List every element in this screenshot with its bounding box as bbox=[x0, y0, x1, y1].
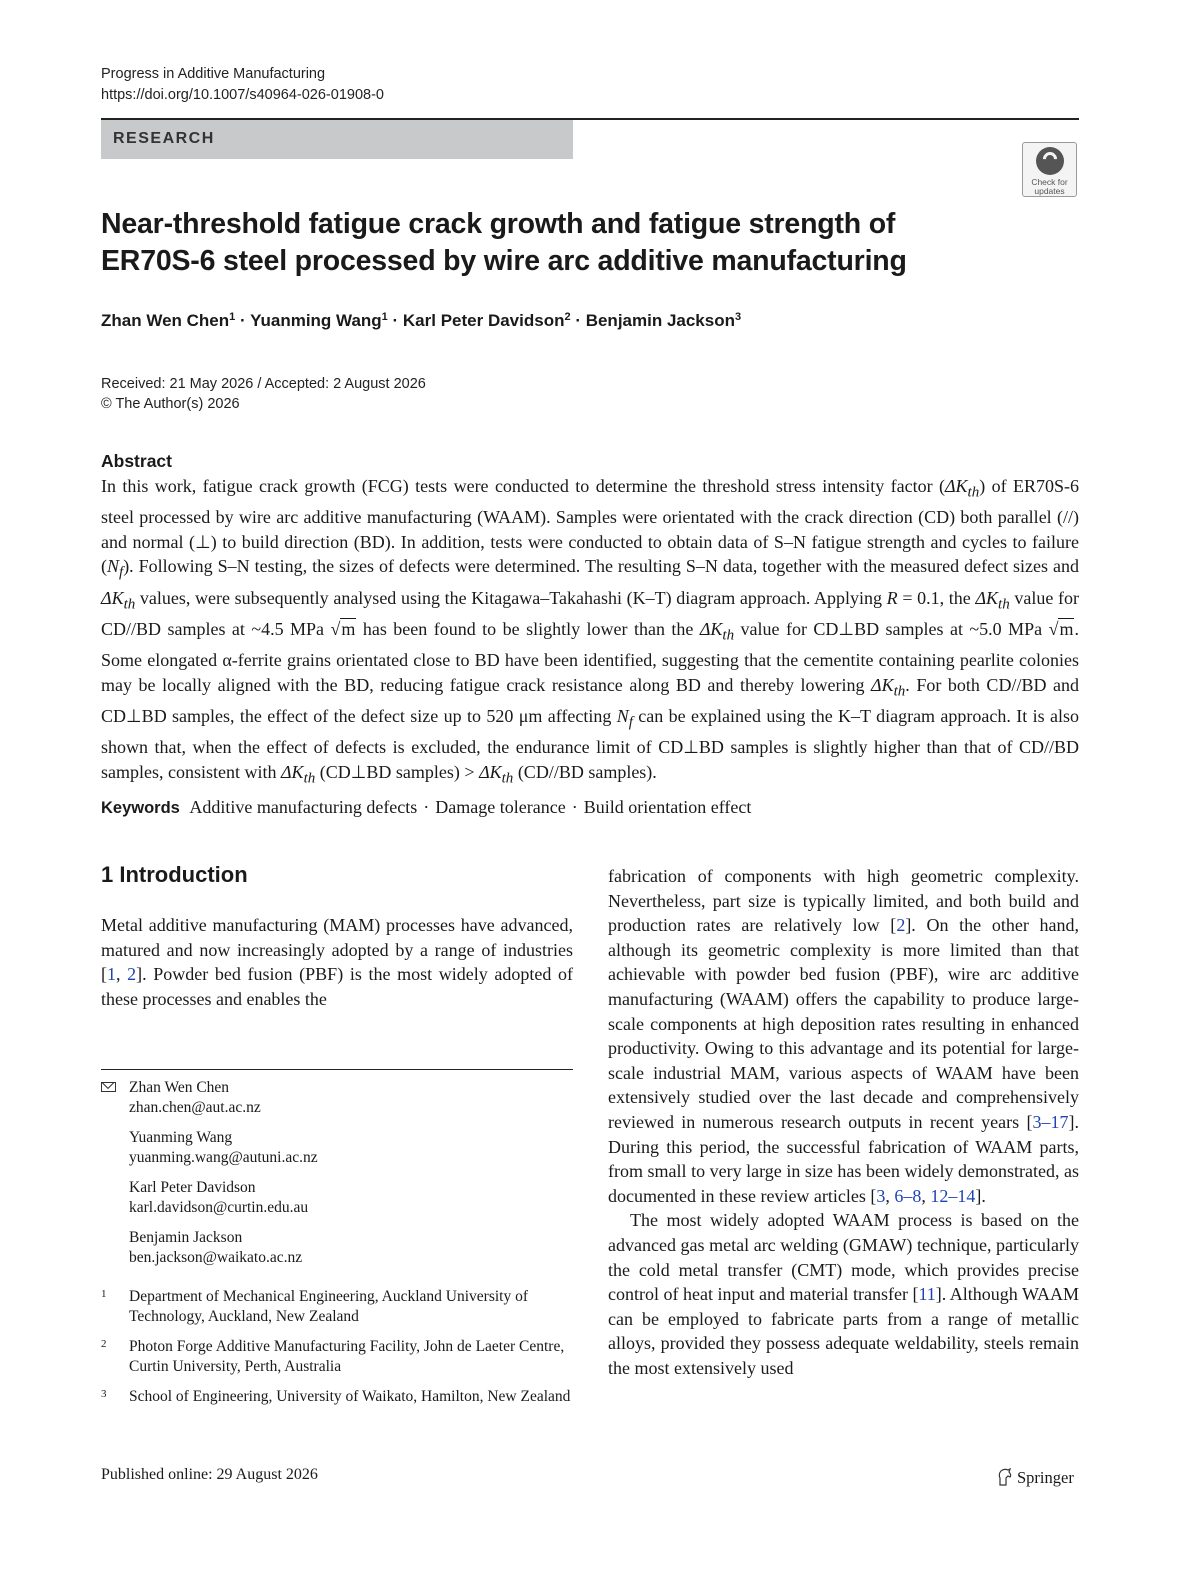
paragraph: fabrication of components with high geometric complexity. Nevertheless, part size is typically limited, and both build and production rates are relatively low [2]. On the other hand, although its geometric complexity is more limited than that achievable with powder bed fusion (PBF), wire arc additive manufacturing (WAAM) offers the capability to produce large-scale components at high deposition rates resulting in enhanced productivity. Owing to this advantage and its potential for large-scale industrial MAM, various aspects of WAAM have been extensively studied over the last decade and comprehensively reviewed in numerous research outputs in recent years [3–17]. During this period, the successful fabrication of WAAM parts, from small to very large in size has been widely demonstrated, as documented in these review articles [3, 6–8, 12–14]. bbox=[608, 866, 1079, 1206]
author-name[interactable]: Yuanming Wang$^1$ bbox=[250, 311, 388, 330]
section-heading-introduction: 1 Introduction bbox=[101, 862, 248, 887]
envelope-icon bbox=[101, 1082, 116, 1092]
contact-name: Benjamin Jackson bbox=[129, 1229, 243, 1246]
citation-link[interactable]: 1 bbox=[107, 964, 116, 985]
keywords bbox=[101, 795, 1079, 820]
citation-link[interactable]: 2 bbox=[896, 915, 906, 936]
footnote-rule bbox=[101, 1069, 573, 1070]
author-separator: · bbox=[387, 311, 403, 330]
keyword[interactable]: Additive manufacturing defects bbox=[189, 797, 418, 817]
affiliation-number: 2 bbox=[101, 1338, 107, 1350]
citation-link[interactable]: 2 bbox=[127, 964, 137, 985]
intro-left-column: Metal additive manufacturing (MAM) processes have advanced, matured and now increasingly adopted by a range of industries [1, 2]. Powder bed fusion (PBF) is the most widely adopted of these processes and enables the bbox=[101, 915, 573, 1009]
author-name[interactable]: Zhan Wen Chen$^1$ bbox=[101, 311, 236, 330]
keyword-separator: · bbox=[423, 797, 430, 817]
author-name[interactable]: Benjamin Jackson$^3$ bbox=[585, 311, 742, 330]
springer-horse-icon bbox=[997, 1468, 1013, 1491]
check-updates-icon bbox=[1036, 147, 1064, 175]
contact-name: Karl Peter Davidson bbox=[129, 1179, 256, 1196]
received-accepted: Received: 21 May 2026 / Accepted: 2 August 2026 bbox=[101, 376, 426, 392]
keywords-label: Keywords bbox=[101, 799, 180, 817]
affiliation-text: School of Engineering, University of Waikato, Hamilton, New Zealand bbox=[129, 1388, 571, 1405]
citation-link[interactable]: 11 bbox=[918, 1284, 936, 1305]
affiliation bbox=[101, 1387, 573, 1407]
author-separator: · bbox=[235, 311, 251, 330]
author-contacts bbox=[101, 1078, 573, 1278]
article-title: Near-threshold fatigue crack growth and fatigue strength of ER70S-6 steel processed by wire arc additive manufacturing bbox=[101, 208, 907, 277]
contact-entry bbox=[101, 1078, 573, 1118]
contact-name: Yuanming Wang bbox=[129, 1129, 233, 1146]
check-for-updates-badge[interactable] bbox=[1022, 142, 1077, 197]
author-list bbox=[101, 311, 741, 331]
check-updates-label: Check for updates bbox=[1031, 177, 1068, 196]
contact-name: Zhan Wen Chen bbox=[129, 1079, 230, 1096]
paragraph: The most widely adopted WAAM process is based on the advanced gas metal arc welding (GMAW) technique, particularly the cold metal transfer (CMT) mode, which provides precise control of heat input and material transfer [11]. Although WAAM can be employed to fabricate parts from a range of metallic alloys, provided they possess adequate weldability, steels remain the most extensively used bbox=[608, 1210, 1079, 1378]
contact-email[interactable]: karl.davidson@curtin.edu.au bbox=[129, 1199, 309, 1216]
article-type: RESEARCH bbox=[113, 130, 215, 147]
abstract-heading: Abstract bbox=[101, 451, 172, 471]
affiliation-text: Photon Forge Additive Manufacturing Facility, John de Laeter Centre, Curtin University, Perth, Australia bbox=[129, 1338, 565, 1375]
journal-header bbox=[101, 64, 384, 106]
copyright: © The Author(s) 2026 bbox=[101, 396, 240, 412]
citation-link[interactable]: 6–8 bbox=[894, 1185, 922, 1206]
author-name[interactable]: Karl Peter Davidson$^2$ bbox=[402, 311, 571, 330]
affiliation bbox=[101, 1287, 573, 1327]
doi-link[interactable]: https://doi.org/10.1007/s40964-026-01908-0 bbox=[101, 87, 384, 103]
contact-entry bbox=[101, 1178, 573, 1218]
affiliation-text: Department of Mechanical Engineering, Auckland University of Technology, Auckland, New Zealand bbox=[129, 1288, 528, 1325]
contact-entry bbox=[101, 1128, 573, 1168]
keyword-separator: · bbox=[571, 797, 578, 817]
citation-link[interactable]: 12–14 bbox=[930, 1185, 976, 1206]
citation-link[interactable]: 3 bbox=[876, 1185, 886, 1206]
keyword[interactable]: Build orientation effect bbox=[583, 797, 752, 817]
journal-name: Progress in Additive Manufacturing bbox=[101, 66, 326, 82]
citation-link[interactable]: 3–17 bbox=[1032, 1111, 1069, 1132]
affiliations bbox=[101, 1287, 573, 1417]
publisher-name: Springer bbox=[1017, 1468, 1074, 1487]
intro-right-column bbox=[608, 864, 1079, 1380]
publisher-logo[interactable] bbox=[997, 1468, 1074, 1491]
abstract-text: In this work, fatigue crack growth (FCG) tests were conducted to determine the threshold stress intensity factor $(\Delta K_{th})$ of ER70S-6 steel processed by wire arc additive manufacturing (WAAM). Samples were orientated with the crack direction (CD) both parallel (//) and normal (⊥) to build direction (BD). In addition, tests were conducted to obtain data of S–N fatigue strength and cycles to failure $(N_f)$. Following S–N testing, the sizes of defects were determined. The resulting S–N data, together with the measured defect sizes and $\Delta K_{th}$ values, were subsequently analysed using the Kitagawa–Takahashi (K–T) diagram approach. Applying R = 0.1, the $\Delta K_{th}$ value for CD//BD samples at ~4.5 MPa √m has been found to be slightly lower than the $\Delta K_{th}$ value for CD⊥BD samples at ~5.0 MPa √m. Some elongated α-ferrite grains orientated close to BD have been identified, suggesting that the cementite containing pearlite colonies may be locally aligned with the BD, reducing fatigue crack resistance along BD and thereby lowering $\Delta K_{th}$. For both CD//BD and CD⊥BD samples, the effect of the defect size up to 520 μm affecting $N_f$ can be explained using the K–T diagram approach. It is also shown that, when the effect of defects is excluded, the endurance limit of CD⊥BD samples is slightly higher than that of CD//BD samples, consistent with $\Delta K_{th}$ (CD⊥BD samples) > $\Delta K_{th}$ (CD//BD samples). bbox=[101, 476, 1079, 787]
article-dates bbox=[101, 374, 426, 414]
author-separator: · bbox=[570, 311, 586, 330]
article-type-banner bbox=[101, 120, 573, 159]
keyword[interactable]: Damage tolerance bbox=[435, 797, 566, 817]
affiliation-number: 1 bbox=[101, 1288, 107, 1300]
contact-email[interactable]: zhan.chen@aut.ac.nz bbox=[129, 1099, 261, 1116]
contact-email[interactable]: ben.jackson@waikato.ac.nz bbox=[129, 1249, 303, 1266]
published-online: Published online: 29 August 2026 bbox=[101, 1466, 318, 1483]
affiliation bbox=[101, 1337, 573, 1377]
contact-email[interactable]: yuanming.wang@autuni.ac.nz bbox=[129, 1149, 318, 1166]
contact-entry bbox=[101, 1228, 573, 1268]
affiliation-number: 3 bbox=[101, 1388, 107, 1400]
